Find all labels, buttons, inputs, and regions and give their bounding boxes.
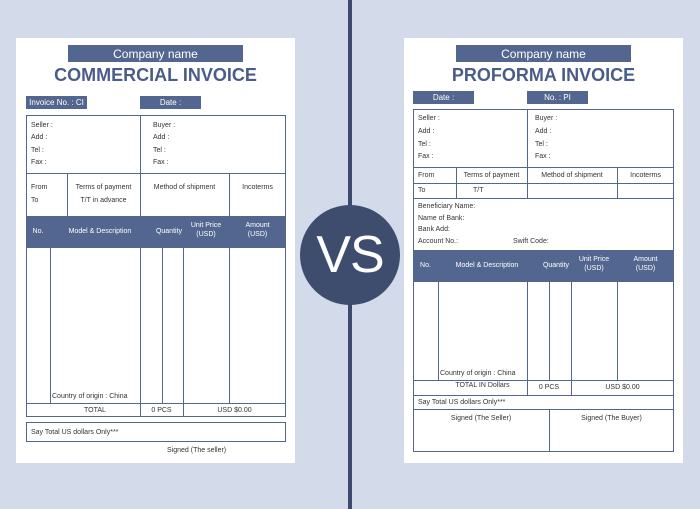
seller-label: Seller : — [418, 115, 440, 122]
col-amount-usd: (USD) — [635, 265, 656, 272]
proforma-company-name: Company name — [456, 45, 631, 62]
commercial-date: Date : — [140, 96, 201, 109]
commercial-table-header — [26, 216, 286, 248]
swift-code-label: Swift Code: — [513, 238, 549, 245]
commercial-to-label: To — [31, 197, 39, 204]
commercial-title: COMMERCIAL INVOICE — [54, 65, 257, 85]
col-no: No. — [32, 228, 44, 235]
commercial-country-of-origin: Country of origin : China — [52, 393, 128, 400]
proforma-no: No. : PI — [527, 91, 588, 104]
commercial-say-total: Say Total US dollars Only*** — [31, 429, 119, 436]
col-amount: Amount — [245, 222, 270, 229]
buyer-add-label: Add : — [153, 134, 170, 141]
name-of-bank-label: Name of Bank: — [418, 215, 465, 222]
commercial-company-name: Company name — [68, 45, 243, 62]
proforma-invoice-document — [404, 38, 683, 463]
proforma-total-label: TOTAL IN Dollars — [455, 382, 510, 389]
commercial-signed-seller: Signed (The seller) — [167, 447, 227, 454]
buyer-add-label: Add : — [535, 128, 552, 135]
buyer-tel-label: Tel : — [153, 147, 166, 154]
proforma-to-label: To — [418, 187, 426, 194]
col-unit-price-usd: (USD) — [584, 265, 604, 272]
seller-add-label: Add : — [31, 134, 48, 141]
proforma-date: Date : — [413, 91, 474, 104]
proforma-terms-of-payment: Terms of payment — [463, 172, 520, 179]
col-quantity: Quantity — [542, 262, 570, 269]
proforma-total-qty: 0 PCS — [538, 384, 560, 391]
buyer-label: Buyer : — [153, 122, 176, 129]
col-model-description: Model & Description — [68, 228, 132, 235]
commercial-incoterms: Incoterms — [242, 184, 273, 191]
col-no: No. — [420, 262, 431, 269]
beneficiary-name-label: Beneficiary Name: — [418, 203, 476, 210]
bank-add-label: Bank Add: — [418, 226, 450, 233]
commercial-from-label: From — [31, 184, 48, 191]
seller-fax-label: Fax : — [418, 153, 434, 160]
account-no-label: Account No.: — [418, 238, 459, 245]
buyer-fax-label: Fax : — [153, 159, 169, 166]
col-unit-price-usd: (USD) — [196, 231, 216, 238]
seller-fax-label: Fax : — [31, 159, 47, 166]
commercial-terms-value: T/T in advance — [80, 197, 127, 204]
col-unit-price: Unit Price — [190, 222, 222, 229]
proforma-say-total: Say Total US dollars Only*** — [418, 399, 506, 406]
proforma-country-of-origin: Country of origin : China — [440, 370, 516, 377]
proforma-method-of-shipment: Method of shipment — [541, 172, 603, 179]
seller-tel-label: Tel : — [418, 141, 431, 148]
proforma-from-label: From — [418, 172, 435, 179]
commercial-terms-of-payment: Terms of payment — [75, 184, 132, 191]
commercial-invoice-no: Invoice No. : CI — [26, 96, 87, 109]
col-quantity: Quantity — [155, 228, 183, 235]
proforma-signed-buyer: Signed (The Buyer) — [581, 415, 642, 422]
col-unit-price: Unit Price — [578, 256, 610, 263]
proforma-title: PROFORMA INVOICE — [451, 65, 636, 85]
col-amount: Amount — [633, 256, 658, 263]
versus-badge: VS — [300, 205, 400, 305]
commercial-total-label: TOTAL — [84, 407, 106, 414]
commercial-total-qty: 0 PCS — [151, 407, 172, 414]
buyer-fax-label: Fax : — [535, 153, 551, 160]
proforma-incoterms: Incoterms — [630, 172, 661, 179]
commercial-method-of-shipment: Method of shipment — [153, 184, 216, 191]
buyer-tel-label: Tel : — [535, 141, 548, 148]
commercial-invoice-document — [16, 38, 295, 463]
proforma-terms-value: T/T — [473, 187, 484, 194]
buyer-label: Buyer : — [535, 115, 558, 122]
proforma-table-header — [413, 250, 674, 282]
seller-tel-label: Tel : — [31, 147, 44, 154]
col-amount-usd: (USD) — [247, 231, 268, 238]
proforma-signed-seller: Signed (The Seller) — [450, 415, 512, 422]
col-model-description: Model & Description — [455, 262, 519, 269]
proforma-total-amount: USD $0.00 — [605, 384, 640, 391]
seller-label: Seller : — [31, 122, 53, 129]
commercial-total-amount: USD $0.00 — [217, 407, 252, 414]
seller-add-label: Add : — [418, 128, 435, 135]
